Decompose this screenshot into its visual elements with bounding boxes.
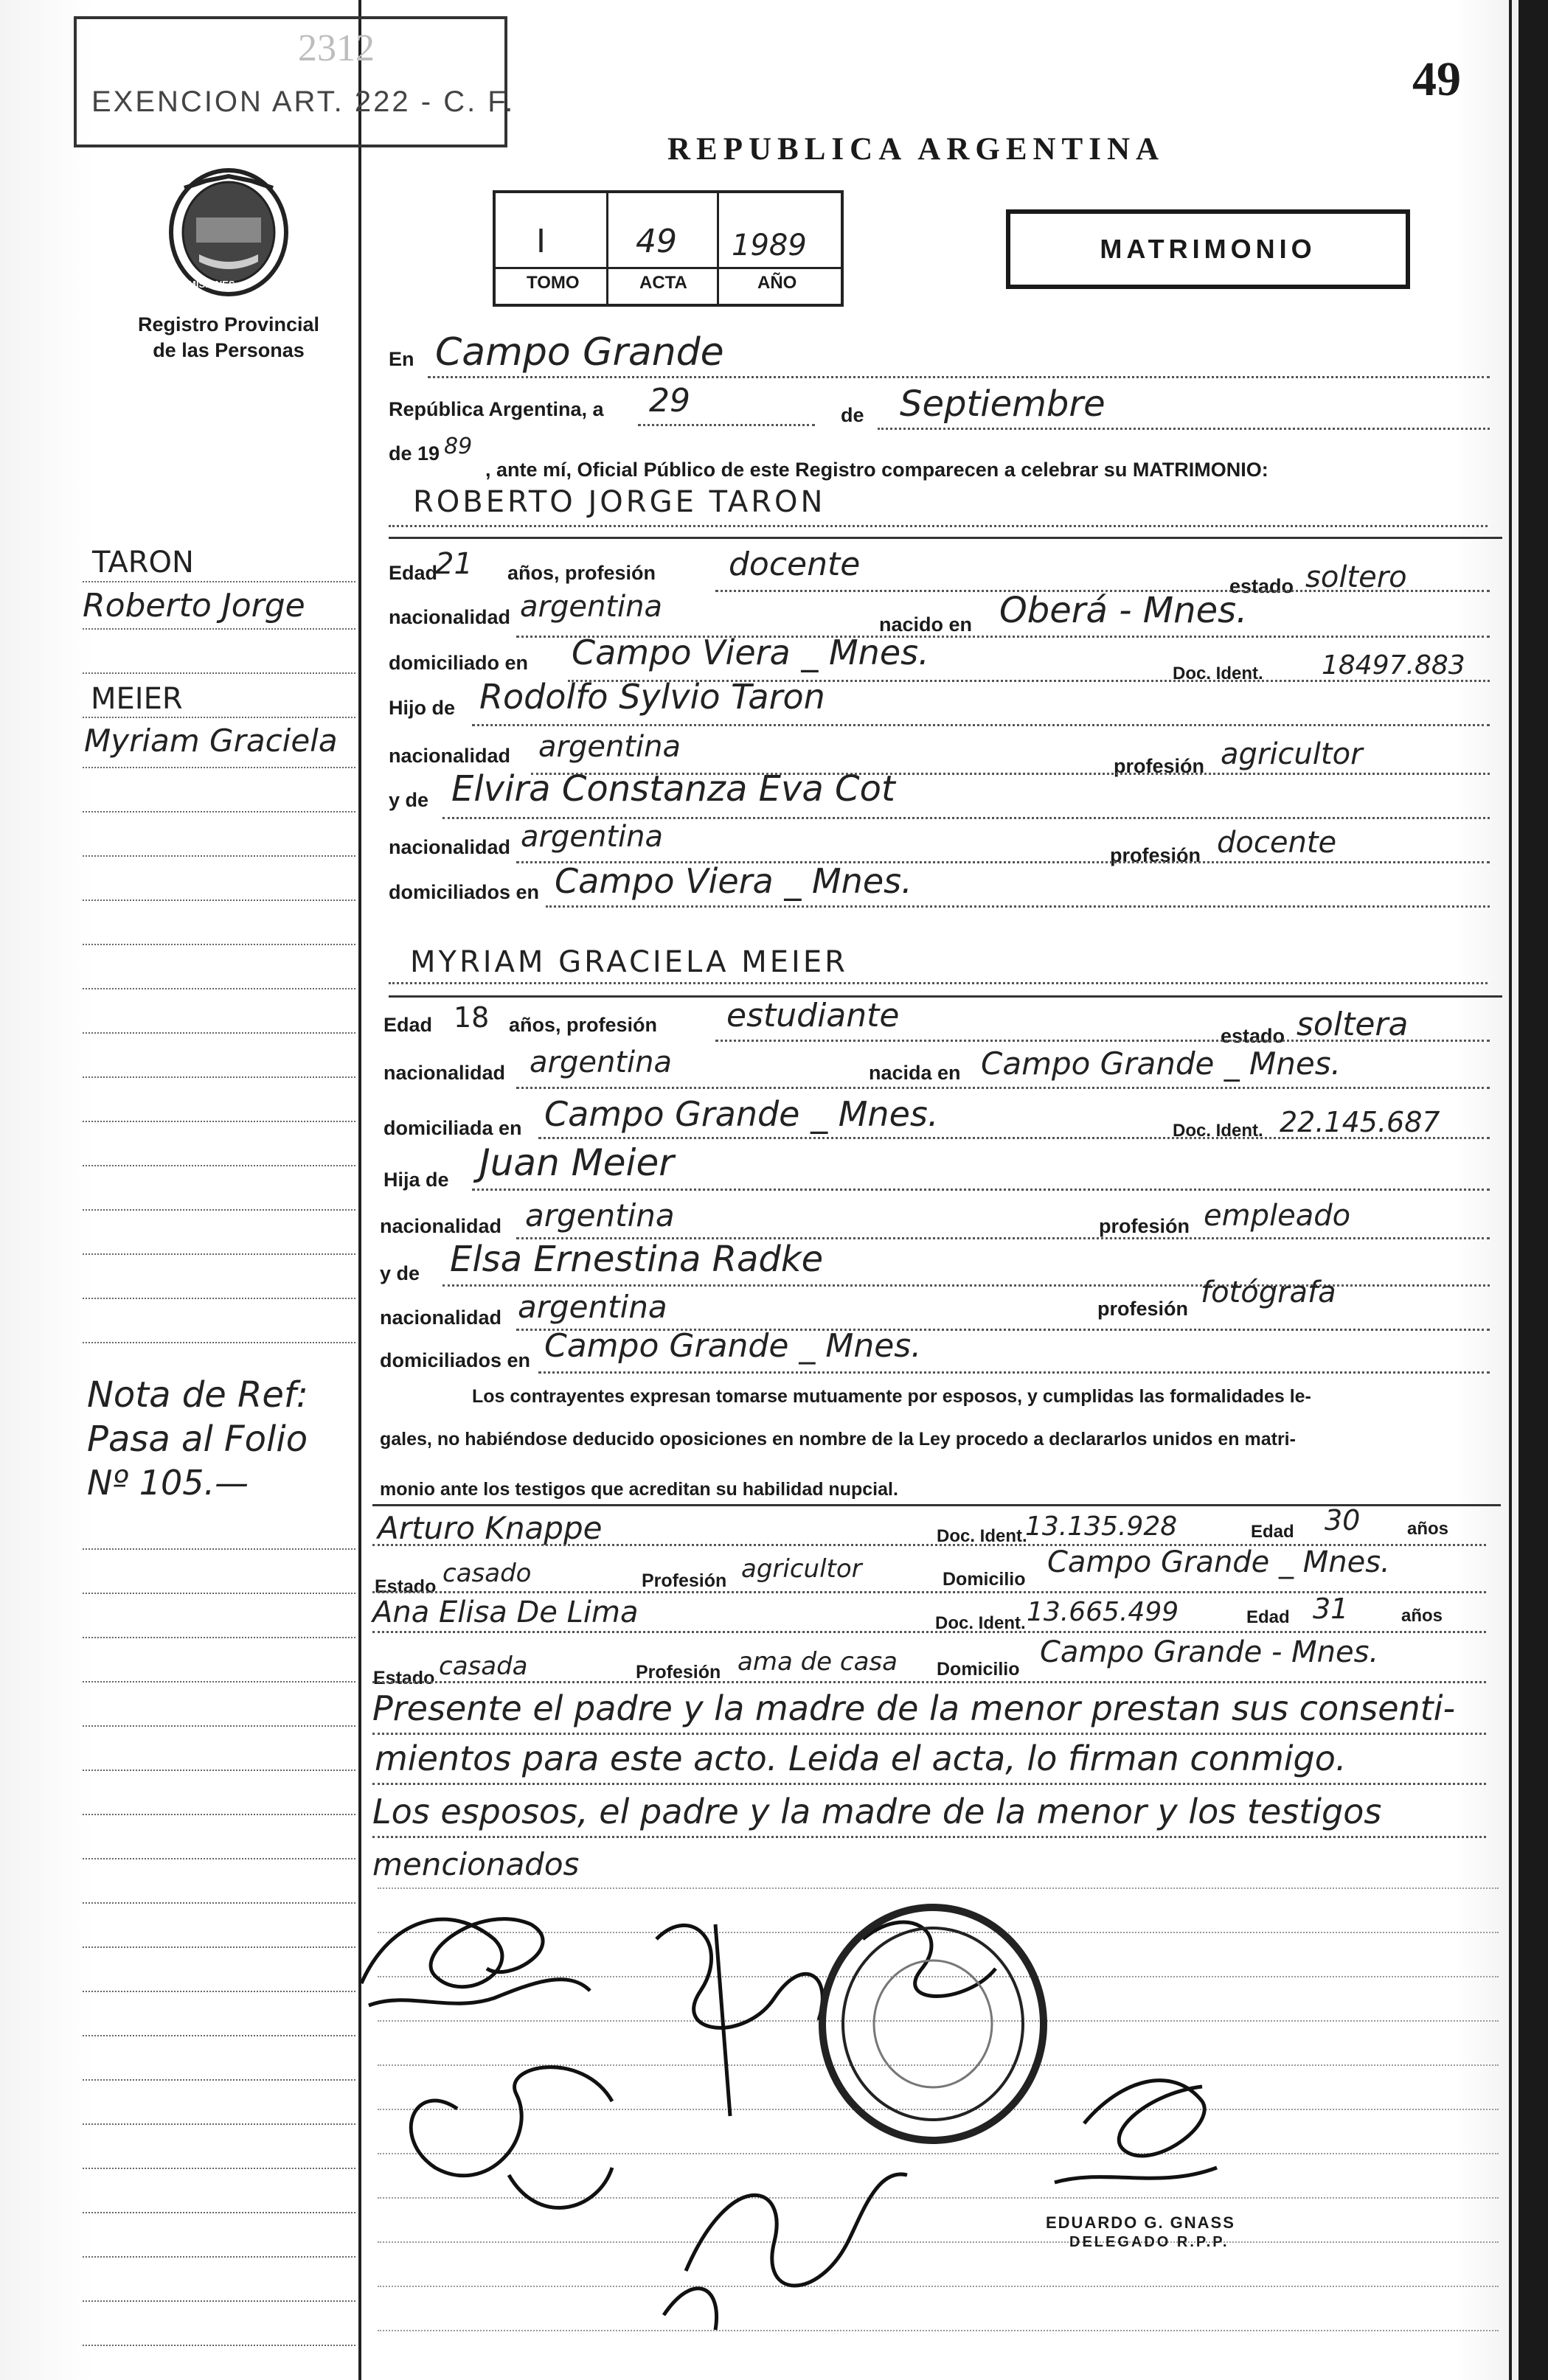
acta-label: ACTA bbox=[639, 273, 687, 293]
declaration-line2: gales, no habiéndose deducido oposiciones en nombre de la Ley procedo a declararlos unidos en matri- bbox=[380, 1429, 1296, 1450]
bride-doc: 22.145.687 bbox=[1280, 1106, 1440, 1138]
groom-nacido: Oberá - Mnes. bbox=[999, 590, 1248, 631]
witness1-profesion-label: Profesión bbox=[642, 1570, 727, 1591]
mother-signature bbox=[664, 2174, 907, 2330]
closing-line1: Presente el padre y la madre de la menor prestan sus consenti- bbox=[372, 1688, 1456, 1728]
record-type-box: MATRIMONIO bbox=[1006, 209, 1410, 289]
witness1-name: Arturo Knappe bbox=[378, 1510, 603, 1546]
stamp-faded-number: 2312 bbox=[298, 27, 375, 69]
registry-line2: de las Personas bbox=[153, 339, 305, 361]
groom-y-de-label: y de bbox=[389, 789, 429, 811]
bride-domiciliada-label: domiciliada en bbox=[383, 1117, 522, 1139]
witness1-estado-label: Estado bbox=[375, 1576, 437, 1597]
bride-edad: 18 bbox=[454, 1001, 490, 1034]
bride-full-name: MYRIAM GRACIELA MEIER bbox=[410, 945, 848, 979]
witness1-doc: 13.135.928 bbox=[1025, 1511, 1178, 1542]
witness1-domicilio-label: Domicilio bbox=[943, 1569, 1026, 1590]
exemption-stamp bbox=[74, 16, 516, 147]
year-suffix: 89 bbox=[444, 434, 473, 459]
witness1-estado: casado bbox=[442, 1559, 532, 1588]
margin-bride-surname: MEIER bbox=[91, 682, 183, 716]
bride-signature bbox=[361, 1919, 590, 2005]
groom-edad-label: Edad bbox=[389, 562, 438, 584]
groom-nacido-label: nacido en bbox=[879, 613, 973, 636]
witness2-edad-label: Edad bbox=[1246, 1607, 1290, 1627]
groom-madre-nac: argentina bbox=[521, 820, 663, 854]
groom-full-name: ROBERTO JORGE TARON bbox=[413, 485, 826, 519]
groom-padre-prof-label: profesión bbox=[1114, 755, 1205, 777]
country-title: REPUBLICA ARGENTINA bbox=[667, 132, 1165, 167]
bride-estado-label: estado bbox=[1221, 1025, 1285, 1047]
header-month: Septiembre bbox=[900, 383, 1106, 425]
witness1-profesion: agricultor bbox=[741, 1554, 862, 1584]
margin-bride-given: Myriam Graciela bbox=[84, 723, 338, 759]
bride-padre-nac-label: nacionalidad bbox=[380, 1215, 502, 1237]
groom-signature bbox=[411, 2067, 612, 2208]
bride-nacida: Campo Grande _ Mnes. bbox=[981, 1045, 1341, 1082]
groom-padre: Rodolfo Sylvio Taron bbox=[479, 677, 825, 717]
groom-padre-nac-label: nacionalidad bbox=[389, 745, 511, 767]
closing-line3: Los esposos, el padre y la madre de la menor y los testigos bbox=[372, 1792, 1382, 1831]
official-seal-icon bbox=[815, 1902, 1051, 2146]
bride-nacionalidad: argentina bbox=[530, 1045, 672, 1079]
bride-anos-label: años, profesión bbox=[509, 1014, 658, 1036]
witness1-edad-label: Edad bbox=[1251, 1522, 1294, 1542]
bride-doc-label: Doc. Ident. bbox=[1173, 1121, 1263, 1141]
bride-hija-label: Hija de bbox=[383, 1169, 449, 1191]
en-label: En bbox=[389, 348, 414, 370]
witness2-profesion: ama de casa bbox=[737, 1647, 898, 1677]
stamp-text: EXENCION ART. 222 - C. F. bbox=[91, 86, 516, 118]
ano-label: AÑO bbox=[757, 273, 797, 293]
header-day: 29 bbox=[649, 382, 690, 420]
groom-madre-nac-label: nacionalidad bbox=[389, 836, 511, 858]
right-border-line bbox=[1509, 0, 1512, 2380]
bride-nacionalidad-label: nacionalidad bbox=[383, 1062, 506, 1084]
ante-text: , ante mí, Oficial Público de este Registro comparecen a celebrar su MATRIMONIO: bbox=[485, 459, 1268, 481]
bride-estado: soltera bbox=[1297, 1006, 1409, 1043]
book-binding bbox=[1519, 0, 1548, 2380]
emblem-text: MISIONES bbox=[188, 279, 235, 290]
witness2-domicilio: Campo Grande - Mnes. bbox=[1040, 1635, 1379, 1669]
ano-value: 1989 bbox=[732, 229, 807, 262]
margin-nota-line1: Nota de Ref: bbox=[87, 1374, 308, 1416]
closing-line4: mencionados bbox=[372, 1846, 580, 1882]
groom-padre-nac: argentina bbox=[538, 730, 681, 764]
bride-padre-prof-label: profesión bbox=[1099, 1215, 1190, 1237]
tomo-label: TOMO bbox=[527, 273, 580, 293]
groom-edad: 21 bbox=[435, 547, 473, 581]
bride-madre: Elsa Ernestina Radke bbox=[450, 1239, 824, 1280]
official-name: EDUARDO G. GNASS bbox=[1046, 2213, 1235, 2232]
year-prefix: de 19 bbox=[389, 442, 440, 464]
groom-madre: Elvira Constanza Eva Cot bbox=[451, 768, 895, 810]
bride-madre-prof-label: profesión bbox=[1097, 1298, 1189, 1320]
witness1-anos-label: años bbox=[1407, 1519, 1449, 1539]
official-title: DELEGADO R.P.P. bbox=[1069, 2234, 1229, 2250]
bride-madre-nac: argentina bbox=[518, 1289, 667, 1325]
republica-label: República Argentina, a bbox=[389, 398, 604, 420]
margin-groom-given: Roberto Jorge bbox=[83, 587, 305, 624]
groom-domicilio: Campo Viera _ Mnes. bbox=[572, 633, 929, 672]
closing-line2: mientos para este acto. Leida el acta, lo firman conmigo. bbox=[375, 1739, 1347, 1778]
registry-line1: Registro Provincial bbox=[137, 313, 320, 335]
header-place: Campo Grande bbox=[435, 330, 724, 375]
witness2-doc-label: Doc. Ident. bbox=[935, 1613, 1026, 1633]
groom-domiciliado-label: domiciliado en bbox=[389, 652, 529, 674]
witness2-anos-label: años bbox=[1401, 1606, 1443, 1626]
bride-nacida-label: nacida en bbox=[869, 1062, 961, 1084]
groom-doc: 18497.883 bbox=[1322, 650, 1465, 681]
witness2-estado-label: Estado bbox=[373, 1668, 435, 1688]
groom-estado-label: estado bbox=[1229, 575, 1294, 597]
groom-estado: soltero bbox=[1305, 560, 1407, 594]
witness2-profesion-label: Profesión bbox=[636, 1662, 721, 1683]
groom-domiciliados-label: domiciliados en bbox=[389, 881, 540, 903]
witness1-doc-label: Doc. Ident. bbox=[937, 1526, 1027, 1546]
bride-padre: Juan Meier bbox=[479, 1141, 674, 1184]
bride-domicilio: Campo Grande _ Mnes. bbox=[544, 1094, 939, 1134]
bride-madre-prof: fotógrafa bbox=[1201, 1276, 1336, 1309]
witness1-domicilio: Campo Grande _ Mnes. bbox=[1047, 1545, 1390, 1579]
witness2-estado: casada bbox=[439, 1652, 528, 1681]
bride-padre-nac: argentina bbox=[525, 1197, 675, 1234]
witness2-domicilio-label: Domicilio bbox=[937, 1659, 1020, 1680]
bride-y-de-label: y de bbox=[380, 1262, 420, 1284]
witness2-doc: 13.665.499 bbox=[1027, 1597, 1179, 1627]
acta-value: 49 bbox=[636, 223, 677, 260]
folio-number: 49 bbox=[1412, 52, 1461, 106]
groom-profesion: docente bbox=[729, 546, 861, 583]
bride-madre-nac-label: nacionalidad bbox=[380, 1306, 502, 1329]
de-label: de bbox=[841, 404, 864, 426]
bride-edad-label: Edad bbox=[383, 1014, 433, 1036]
record-box bbox=[493, 190, 844, 307]
margin-nota-line2: Pasa al Folio bbox=[87, 1419, 308, 1460]
father-signature bbox=[656, 1924, 822, 2116]
margin-groom-surname: TARON bbox=[92, 546, 194, 580]
margin-nota-line3: Nº 105.— bbox=[87, 1463, 249, 1503]
groom-anos-label: años, profesión bbox=[507, 562, 656, 584]
bride-padre-prof: empleado bbox=[1204, 1199, 1351, 1233]
bride-profesion: estudiante bbox=[726, 997, 900, 1034]
groom-hijo-label: Hijo de bbox=[389, 697, 456, 719]
witness2-name: Ana Elisa De Lima bbox=[372, 1596, 639, 1629]
declaration-line1: Los contrayentes expresan tomarse mutuamente por esposos, y cumplidas las formalidades le- bbox=[472, 1386, 1311, 1407]
groom-padres-domicilio: Campo Viera _ Mnes. bbox=[555, 861, 912, 901]
groom-nacionalidad-label: nacionalidad bbox=[389, 606, 511, 628]
declaration-line3: monio ante los testigos que acreditan su habilidad nupcial. bbox=[380, 1479, 898, 1500]
official-signature bbox=[1055, 2081, 1217, 2182]
groom-doc-label: Doc. Ident. bbox=[1173, 664, 1263, 683]
groom-padre-prof: agricultor bbox=[1221, 737, 1363, 771]
bride-padres-domicilio: Campo Grande _ Mnes. bbox=[544, 1327, 922, 1365]
tomo-value: I bbox=[536, 223, 546, 260]
bride-domiciliados-label: domiciliados en bbox=[380, 1349, 531, 1371]
witness1-edad: 30 bbox=[1325, 1504, 1361, 1537]
groom-nacionalidad: argentina bbox=[520, 590, 662, 624]
witness2-edad: 31 bbox=[1313, 1593, 1349, 1625]
groom-madre-prof-label: profesión bbox=[1110, 844, 1201, 866]
groom-madre-prof: docente bbox=[1217, 826, 1337, 860]
